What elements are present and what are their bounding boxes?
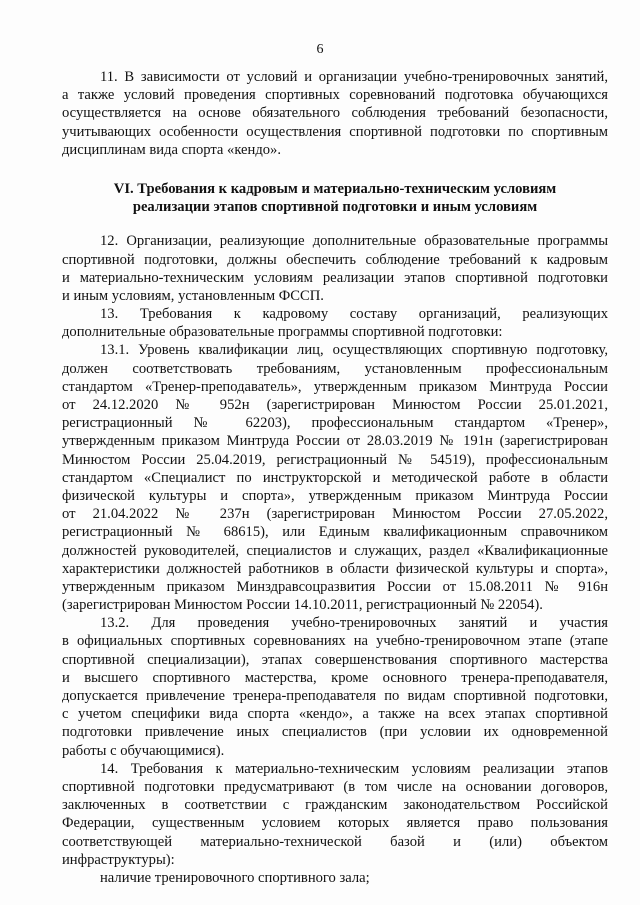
- text-line: а также условий проведения спортивных соревнований подготовка обучающихся: [62, 87, 608, 104]
- text-line: 13. Требования к кадровому составу организаций, реализующих: [100, 306, 608, 323]
- text-line: 14. Требования к материально-техническим условиям реализации этапов: [100, 760, 608, 777]
- text-line: спортивной подготовки предусматривают (в том числе на основании договоров,: [62, 778, 608, 795]
- text-line: (зарегистрирован Минюстом России 14.10.2011, регистрационный № 22054).: [62, 597, 543, 614]
- text-line: дополнительные образовательные программы спортивной подготовки:: [62, 324, 503, 341]
- text-line: 13.2. Для проведения учебно-тренировочных занятий и участия: [100, 615, 608, 632]
- paragraph-13-2: [62, 614, 608, 760]
- heading-line: VI. Требования к кадровым и материально-техническим условиям: [113, 180, 557, 197]
- list-item: [62, 869, 608, 887]
- text-line: с учетом специфики вида спорта «кендо», а также на всех этапах спортивной: [62, 706, 608, 723]
- text-line: Федерации, существенным условием которых является право пользования: [62, 815, 608, 832]
- text-line: 11. В зависимости от условий и организации учебно-тренировочных занятий,: [100, 69, 608, 85]
- paragraph-12: [62, 232, 608, 305]
- text-line: утвержденным приказом Минздравсоцразвития России от 15.08.2011 № 916н: [62, 578, 608, 595]
- text-line: подготовки привлечение иных специалистов (при условии их одновременной: [62, 724, 608, 741]
- text-line: 13.1. Уровень квалификации лиц, осуществляющих спортивную подготовку,: [100, 342, 608, 359]
- spacer: [62, 216, 608, 232]
- page-number: 6: [316, 42, 324, 57]
- text-line: регистрационный № 68615), или Единым квалификационным справочником: [62, 524, 608, 541]
- text-line: дисциплинам вида спорта «кендо».: [62, 141, 282, 158]
- text-line: допускается привлечение тренера-преподавателя по видам спортивной подготовки,: [62, 688, 608, 704]
- text-line: в официальных спортивных соревнованиях на учебно-тренировочном этапе (этапе: [62, 633, 608, 650]
- document-body: [62, 68, 608, 887]
- spacer: [62, 159, 608, 180]
- text-line: спортивной специализации), этапах совершенствования спортивного мастерства: [62, 651, 608, 668]
- text-line: Минюстом России 25.04.2019, регистрационный № 54519), профессиональным: [62, 451, 608, 468]
- text-line: спортивной подготовки, должны обеспечить соблюдение требований к кадровым: [62, 251, 608, 268]
- heading-line: реализации этапов спортивной подготовки и иным условиям: [132, 199, 538, 216]
- paragraph-13: [62, 305, 608, 341]
- text-line: характеристики должностей работников в области физической культуры и спорта»,: [62, 560, 608, 577]
- paragraph-13-1: [62, 341, 608, 614]
- text-line: инфраструктуры):: [62, 851, 175, 868]
- text-line: учитывающих особенности осуществления спортивной подготовки по спортивным: [62, 123, 608, 140]
- paragraph-11: [62, 68, 608, 159]
- text-line: и материально-техническим условиям реализации этапов спортивной подготовки: [62, 269, 608, 286]
- text-line: должен соответствовать требованиям, установленным профессиональным: [62, 360, 608, 377]
- text-line: от 24.12.2020 № 952н (зарегистрирован Минюстом России 25.01.2021,: [62, 397, 608, 413]
- section-heading: [62, 180, 608, 216]
- text-line: регистрационный № 62203), профессиональным стандартом «Тренер»,: [62, 415, 608, 432]
- text-line: стандартом «Тренер-преподаватель», утвержденным приказом Минтруда России: [62, 378, 608, 395]
- text-line: должностей руководителей, специалистов и служащих, раздел «Квалификационные: [62, 542, 608, 559]
- text-line: соответствующей материально-технической базой и (или) объектом: [62, 833, 608, 850]
- text-line: физической культуры и спорта», утвержденным приказом Минтруда России: [62, 487, 608, 504]
- paragraph-14: [62, 760, 608, 869]
- text-line: стандартом «Специалист по инструкторской и методической работе в области: [62, 469, 608, 486]
- text-line: осуществляется на основе обязательного соблюдения требований безопасности,: [62, 105, 608, 122]
- text-line: утвержденным приказом Минтруда России от 28.03.2019 № 191н (зарегистрирован: [62, 433, 608, 450]
- text-line: от 21.04.2022 № 237н (зарегистрирован Минюстом России 27.05.2022,: [62, 506, 608, 523]
- text-line: и иным условиям, установленным ФССП.: [62, 287, 324, 304]
- text-line: наличие тренировочного спортивного зала;: [100, 869, 370, 886]
- text-line: работы с обучающимися).: [62, 742, 225, 759]
- text-line: и высшего спортивного мастерства, кроме основного тренера-преподавателя,: [62, 669, 608, 686]
- text-line: заключенных в соответствии с гражданским законодательством Российской: [62, 797, 608, 814]
- text-line: 12. Организации, реализующие дополнительные образовательные программы: [100, 233, 608, 250]
